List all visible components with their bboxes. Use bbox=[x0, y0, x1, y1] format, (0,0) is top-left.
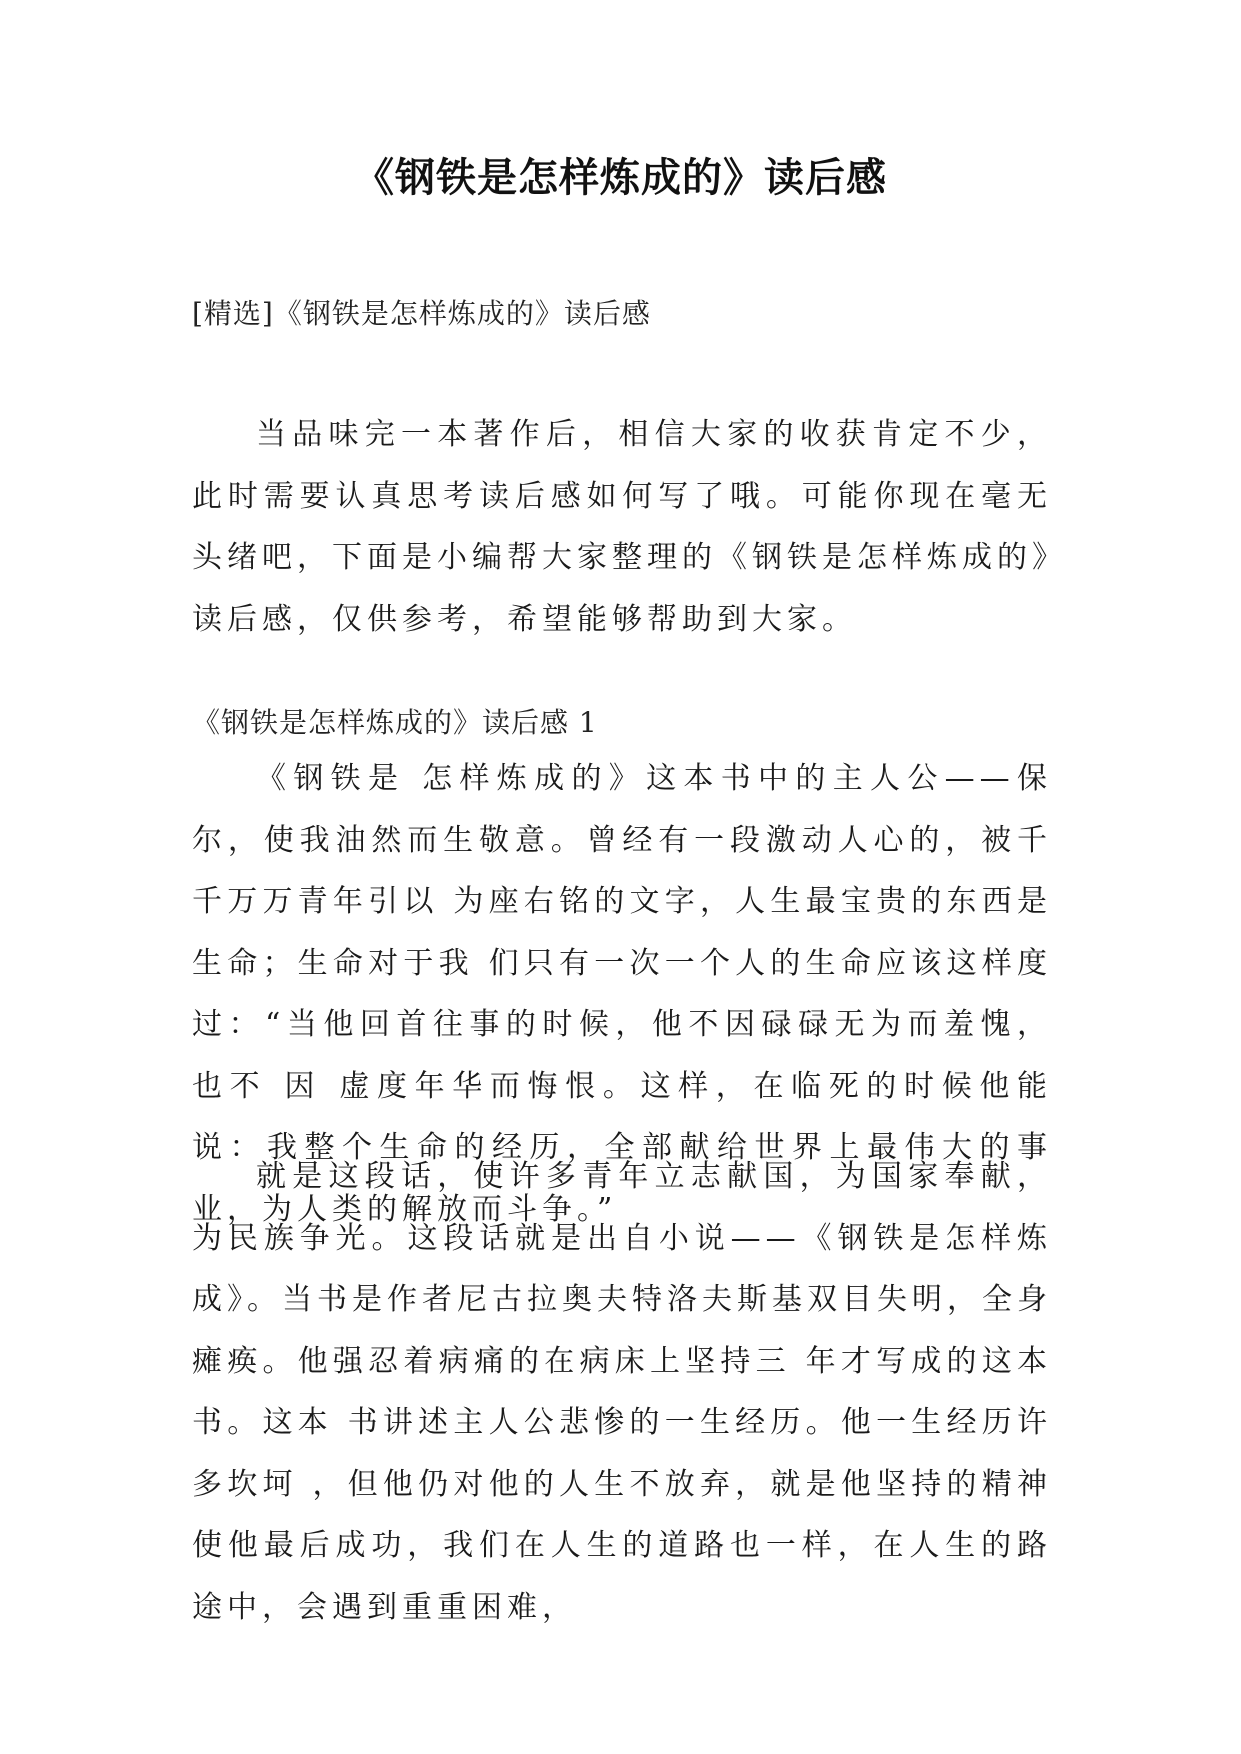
body-paragraph-2: 就是这段话，使许多青年立志献国，为国家奉献，为民族争光。这段话就是出自小说——《钢铁是怎样炼成》。当书是作者尼古拉奥夫特洛夫斯基双目失明，全身瘫痪。他强忍着病痛的在病床上坚持三 年才写成的这本书。这本 书讲述主人公悲惨的一生经历。他一生经历许多坎坷 ，但他仍对他的人生不放弃，就是他坚持的精神使他最后成功，我们在人生的道路也一样，在人生的路途中，会遇到重重困难， bbox=[192, 1159, 1052, 1625]
document-title: 《钢铁是怎样炼成的》读后感 bbox=[354, 155, 887, 201]
intro-paragraph: 当品味完一本著作后，相信大家的收获肯定不少，此时需要认真思考读后感如何写了哦。可能你现在毫无头绪吧，下面是小编帮大家整理的《钢铁是怎样炼成的》读后感，仅供参考，希望能够帮助到大家。 bbox=[192, 417, 1052, 637]
body-paragraph-1: 《钢铁是 怎样炼成的》这本书中的主人公——保尔，使我油然而生敬意。曾经有一段激动人心的，被千千万万青年引以 为座右铭的文字，人生最宝贵的东西是生命；生命对于我 们只有一次一个人的生命应该这样度过：“当他回首往事的时候，他不因碌碌无为而羞愧，也不 因 虚度年华而悔恨。这样，在临死的时候他能说：我整个生命的经历，全部献给世界上最伟大的事业，为人类的解放而斗争。” bbox=[192, 761, 1052, 1227]
document-subtitle: [精选]《钢铁是怎样炼成的》读后感 bbox=[192, 297, 651, 330]
section-heading: 《钢铁是怎样炼成的》读后感 1 bbox=[192, 706, 598, 739]
